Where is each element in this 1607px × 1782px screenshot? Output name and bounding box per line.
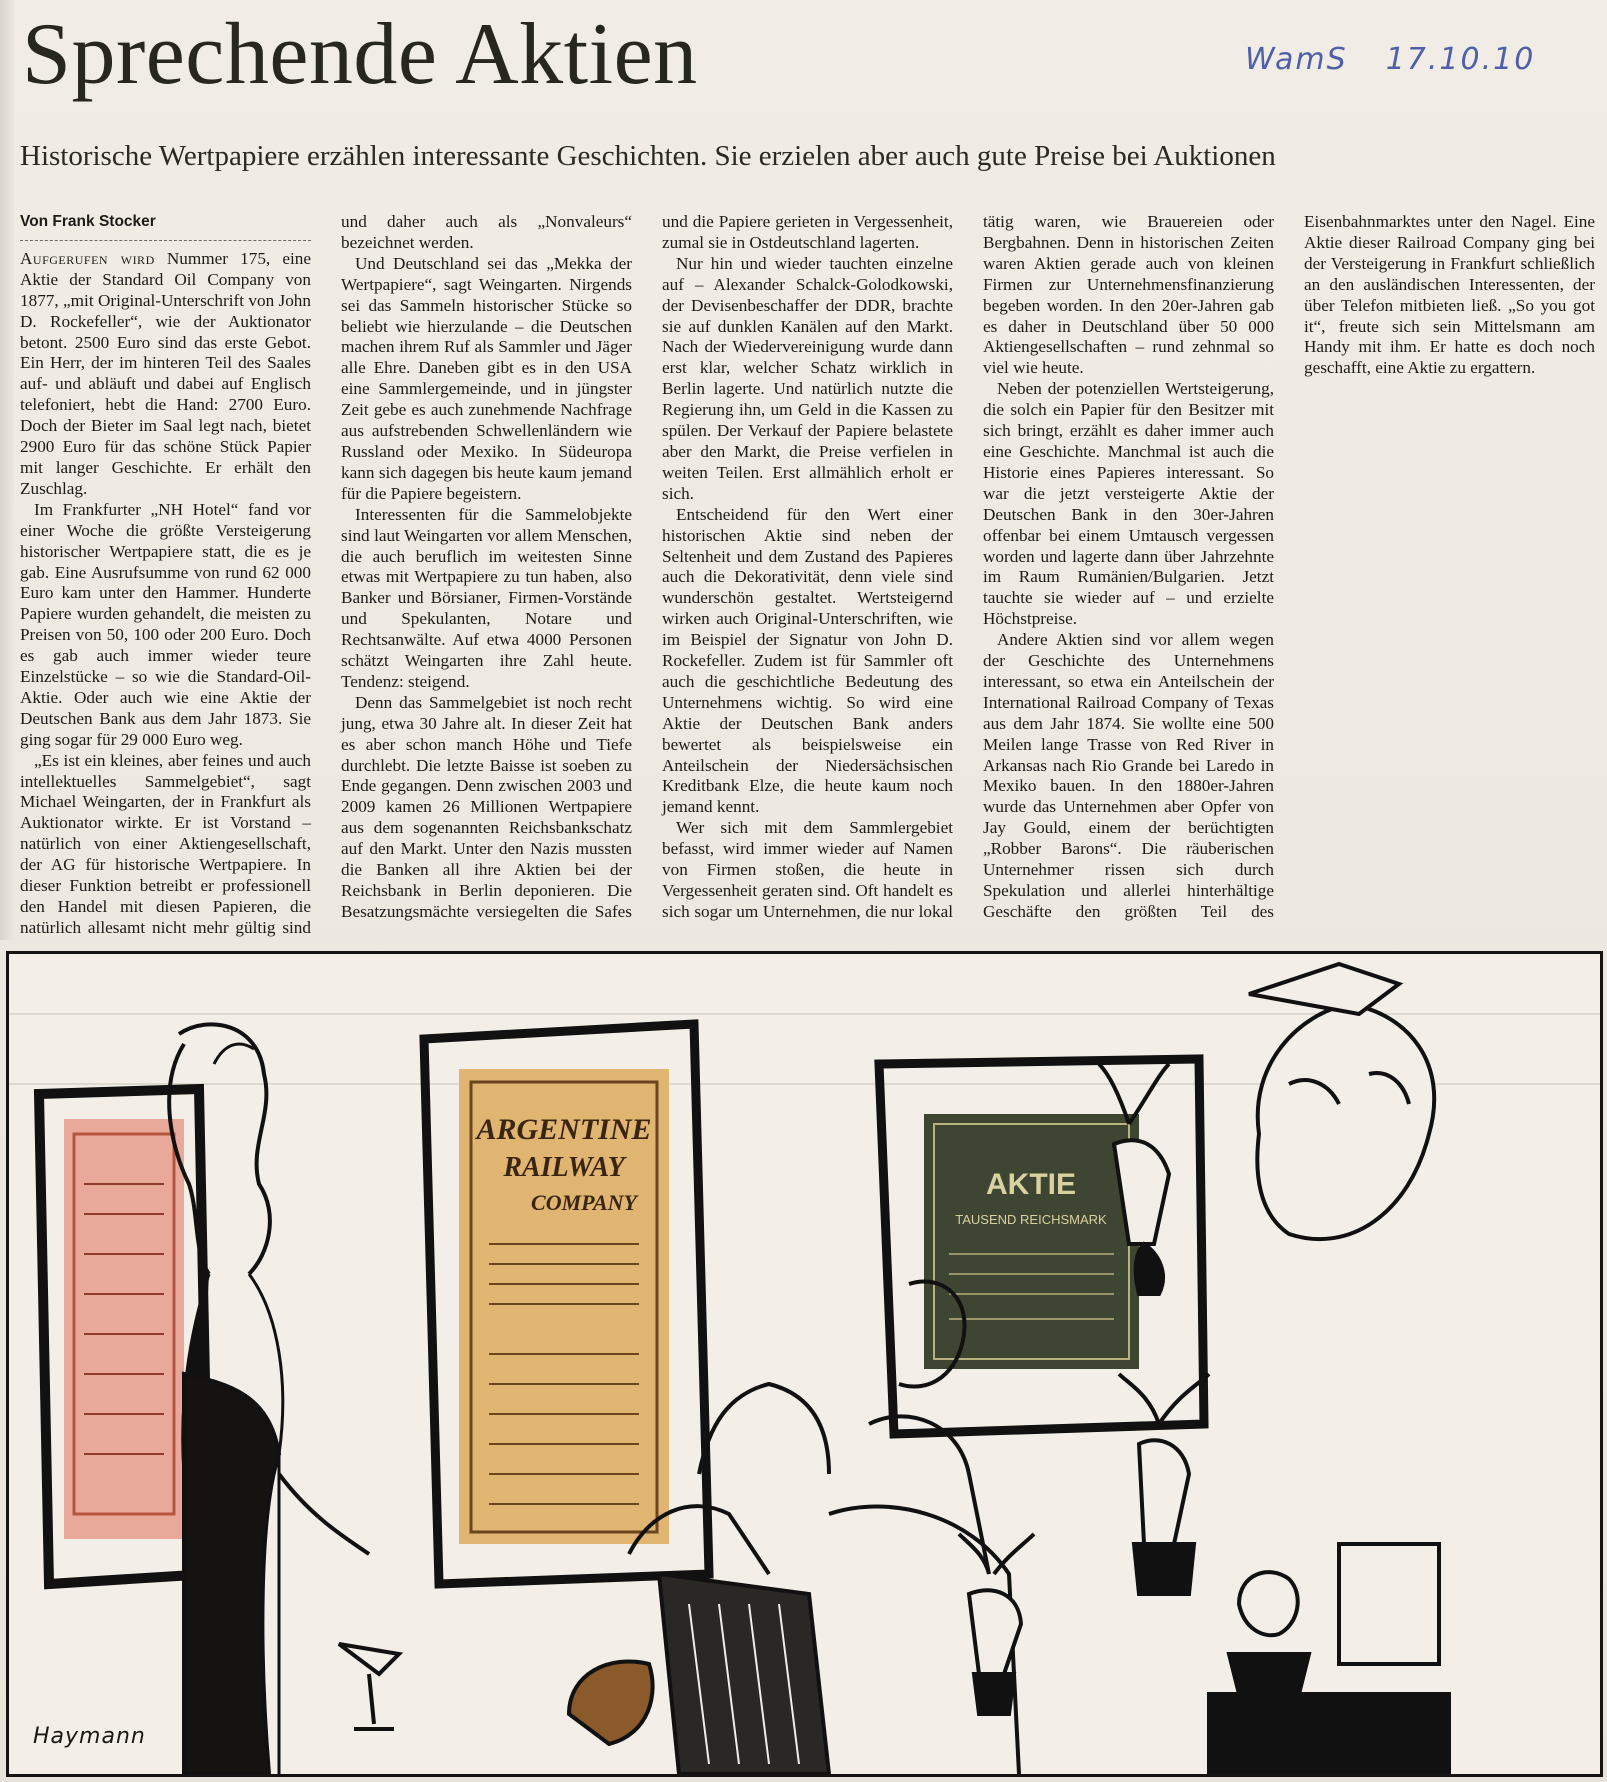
paragraph: Nur hin und wieder tauchten einzelne auf – Alexander Schalck-Golodkowski, der Devisenbeschaffer der DDR, brachte sie auf dunklen Kanälen auf den Markt. Nach der Wiedervereinigung wurde dann erst klar, welcher Schatz wirklich in Berlin lagerte. Und natürlich nutzte die Regierung ihn, um Geld in die Kassen zu spülen. Der Verkauf der Papiere belastete aber den Markt, die Preise verfielen in weiten Teilen. Erst allmählich erholt er sich. xyxy=(662,253,953,503)
cartoon-illustration xyxy=(6,951,1603,1777)
bust-statue xyxy=(1209,1544,1449,1774)
certificate-aktie-subtitle: TAUSEND REICHSMARK xyxy=(955,1212,1107,1227)
frame-center xyxy=(424,1024,709,1584)
handwritten-date: 17.10.10 xyxy=(1385,42,1536,77)
subheadline: Historische Wertpapiere erzählen interessante Geschichten. Sie erzielen aber auch gute Preise bei Auktionen xyxy=(20,140,1276,172)
paragraph: „Es ist ein kleines, aber feines und auch intellektuelles Sammelgebiet“, sagt Michael Weingarten, der in Frankfurt als Auktionator wirkte. Er ist Vorstand – natürlich von einer Aktiengesellschaft, der AG für historische Wertpapiere. In dieser Funktion betreibt er professionell den Handel mit diesen Papieren, die natürlich allesamt nicht mehr gültig sind und daher auch als „Nonvaleurs“ bezeichnet werden. xyxy=(20,212,632,937)
certificate-line2: RAILWAY xyxy=(503,1152,625,1183)
cartoon-drawing xyxy=(9,954,1600,1774)
handwritten-note xyxy=(1245,42,1573,77)
paragraph: Entscheidend für den Wert einer historischen Aktie sind neben der Seltenheit und dem Zustand des Papieres auch die Dekorativität, denn viele sind wunderschön gestaltet. Wertsteigernd wirken auch Original-Unterschriften, wie im Beispiel der Signatur von John D. Rockefeller. Zudem ist für Sammler oft auch die geschichtliche Bedeutung des Unternehmens wichtig. So wird eine Aktie der Deutschen Bank anders bewertet als beispielsweise ein Anteilschein der Niedersächsischen Kreditbank Elze, die heute kaum noch jemand kennt. xyxy=(662,504,953,817)
paragraph: Wer sich mit dem Sammlergebiet befasst, wird immer wieder auf Namen von Firmen stoßen, die heute in Vergessenheit geraten sind. Oft handelt es sich sogar um Unternehmen, die nur lokal tätig waren, wie Brauereien oder Bergbahnen. Denn in historischen Zeiten waren Aktien gerade auch von kleinen Firmen zur Unternehmensfinanzierung begeben worden. In den 20er-Jahren gab es daher in Deutschland über 50 000 Aktiengesellschaften – rund zehnmal so viel wie heute. xyxy=(662,212,1274,921)
certificate-aktie-title: AKTIE xyxy=(986,1168,1076,1201)
artist-signature: Haymann xyxy=(33,1724,146,1749)
certificate-line1: ARGENTINE xyxy=(476,1113,652,1146)
paragraph xyxy=(20,249,311,500)
article-body xyxy=(20,212,1595,942)
paragraph: Neben der potenziellen Wertsteigerung, die solch ein Papier für den Besitzer mit sich bringt, erzählt es daher immer auch eine Geschichte. Manchmal ist auch die Historie eines Papieres interessant. So war die jetzt versteigerte Aktie der Deutschen Bank in den 30er-Jahren offenbar bei einem Umtausch vergessen worden und lagerte dann über Jahrzehnte im Raum Rumänien/Bulgarien. Jetzt tauchte sie wieder auf – und erzielte Höchstpreise. xyxy=(983,379,1274,629)
paragraph: Denn das Sammelgebiet ist noch recht jung, etwa 30 Jahre alt. In dieser Zeit hat es aber schon manch Höhe und Tiefe durchlebt. Die letzte Baisse ist soeben zu Ende gegangen. Denn zwischen 2003 und 2009 kamen 26 Millionen Wertpapiere aus dem sogenannten Reichsbankschatz auf den Markt. Unter den Nazis mussten die Banken all ihre Aktien bei der Reichsbank in Berlin deponieren. Die Besatzungsmächte versiegelten die Safes und die Papiere gerieten in Vergessenheit, zumal sie in Ostdeutschland lagerten. xyxy=(341,212,953,921)
frame-right xyxy=(879,1059,1204,1434)
certificate-line3: COMPANY xyxy=(531,1190,637,1215)
headline: Sprechende Aktien xyxy=(22,6,698,103)
paragraph: Interessenten für die Sammelobjekte sind laut Weingarten vor allem Menschen, die auch beruflich im weitesten Sinne etwas mit Wertpapiere zu tun haben, also Banker und Börsianer, Firmen-Vorstände und Spekulanten, Notare und Rechtsanwälte. Auf etwa 4000 Personen schätzt Weingarten ihre Zahl heute. Tendenz: steigend. xyxy=(341,504,632,691)
paragraph-text: Nummer 175, eine Aktie der Standard Oil Company von 1877, „mit Original-Unterschrift von John D. Rockefeller“, wie der Auktionator betont. 2500 Euro sind das erste Gebot. Ein Herr, der im hinteren Teil des Saales auf- und abläuft und dabei auf Englisch telefoniert, hebt die Hand: 2700 Euro. Doch der Bieter im Saal legt nach, bietet 2900 Euro für das schöne Stück Papier mit langer Geschichte. Er erhält den Zuschlag. xyxy=(20,248,311,498)
paragraph: Im Frankfurter „NH Hotel“ fand vor einer Woche die größte Versteigerung historischer Wertpapiere statt, die es je gab. Eine Ausrufsumme von rund 62 000 Euro kam unter den Hammer. Hunderte Papiere wurden gehandelt, die meisten zu Preisen von 50, 100 oder 200 Euro. Doch es gab auch immer wieder teure Einzelstücke – so wie die Standard-Oil-Aktie. Oder auch wie eine Aktie der Deutschen Bank aus dem Jahr 1873. Sie ging sogar für 29 000 Euro weg. xyxy=(20,499,311,749)
byline: Von Frank Stocker xyxy=(20,212,311,241)
kicker: Aufgerufen wird xyxy=(20,248,155,268)
paragraph: Andere Aktien sind vor allem wegen der Geschichte des Unternehmens interessant, so etwa ein Anteilschein der International Railroad Company of Texas aus dem Jahr 1874. Sie wollte eine 500 Meilen lange Trasse von Red River in Arkansas nach Rio Grande bei Laredo in Mexiko bauen. In den 1880er-Jahren wurde das Unternehmen aber Opfer von Jay Gould, einem der berüchtigten „Robber Barons“. Die räuberischen Unternehmer rissen sich durch Spekulation und allerlei hinterhältige Geschäfte den größten Teil des Eisenbahnmarktes unter den Nagel. Eine Aktie dieser Railroad Company ging bei der Versteigerung in Frankfurt schließlich an den ausländischen Interessenten, der über Telefon mitbieten ließ. „So you got it“, freute sich sein Mittelsmann am Handy mit ihm. Er hatte es doch noch geschafft, eine Aktie zu ergattern. xyxy=(983,212,1595,921)
paragraph: Und Deutschland sei das „Mekka der Wertpapiere“, sagt Weingarten. Nirgends sei das Sammeln historischer Stücke so beliebt wie hierzulande – die Deutschen machen ihrem Ruf als Sammler und Jäger alle Ehre. Daneben gibt es in den USA eine Sammlergemeinde, und in jüngster Zeit gebe es auch zunehmende Nachfrage aus aufstrebenden Schwellenländern wie Russland oder Mexiko. In Südeuropa kann sich dagegen bis heute kaum jemand für die Papiere begeistern. xyxy=(341,253,632,503)
page-edge xyxy=(0,0,14,940)
handwritten-source: WamS xyxy=(1245,42,1348,77)
